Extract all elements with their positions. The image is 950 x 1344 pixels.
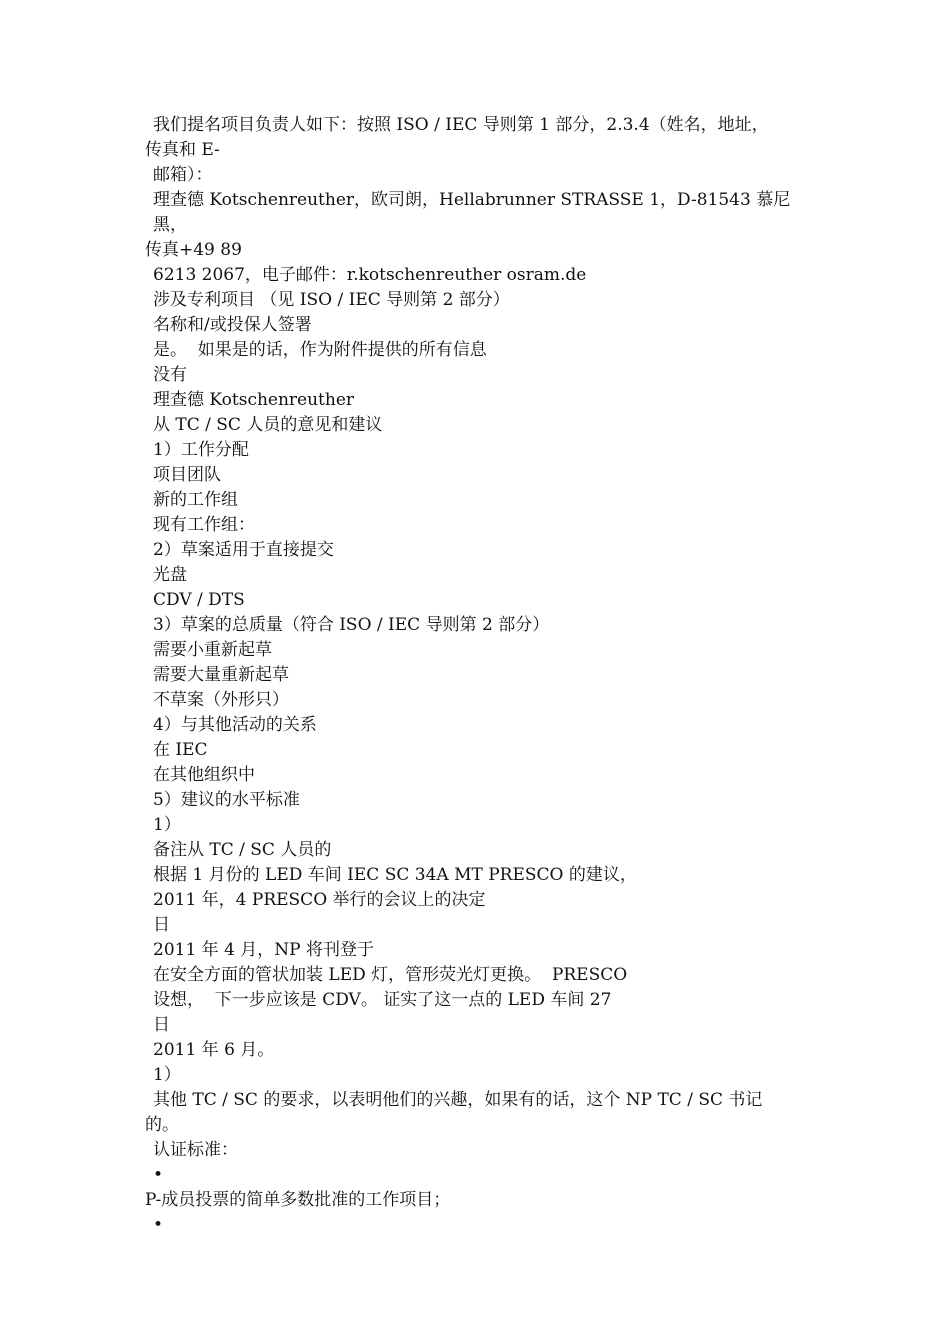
text-line: 日: [153, 915, 170, 935]
text-line: 光盘: [153, 565, 187, 585]
text-line: 项目团队: [153, 465, 221, 485]
text-line: 在 IEC: [153, 740, 208, 760]
text-line: 需要大量重新起草: [153, 665, 289, 685]
text-line: 备注从 TC / SC 人员的: [153, 840, 332, 860]
text-line: 名称和/或投保人签署: [153, 315, 312, 335]
text-line: 5）建议的水平标准: [153, 790, 300, 810]
text-line: 2011 年，4 PRESCO 举行的会议上的决定: [153, 890, 486, 910]
text-line: 我们提名项目负责人如下：按照 ISO / IEC 导则第 1 部分，2.3.4（姓名，地址，: [153, 115, 769, 135]
text-line: 2011 年 6 月。: [153, 1040, 275, 1060]
text-line: 理查德 Kotschenreuther: [153, 390, 355, 410]
text-line: 2011 年 4 月，NP 将刊登于: [153, 940, 375, 960]
text-line: 没有: [153, 365, 187, 385]
text-line: •: [153, 1165, 164, 1185]
text-line: 其他 TC / SC 的要求，以表明他们的兴趣，如果有的话，这个 NP TC / SC 书记: [153, 1090, 763, 1110]
text-line: CDV / DTS: [153, 590, 245, 610]
text-line: 邮箱）：: [153, 165, 213, 185]
text-line: 认证标准：: [153, 1140, 238, 1160]
text-line: 需要小重新起草: [153, 640, 272, 660]
text-line: 传真和 E-: [145, 140, 220, 160]
text-line: 日: [153, 1015, 170, 1035]
text-line: 传真+49 89: [145, 240, 242, 260]
text-line: 根据 1 月份的 LED 车间 IEC SC 34A MT PRESCO 的建议，: [153, 865, 637, 885]
text-line: 不草案（外形只）: [153, 690, 289, 710]
text-line: 1）工作分配: [153, 440, 249, 460]
text-line: 2）草案适用于直接提交: [153, 540, 334, 560]
text-line: 从 TC / SC 人员的意见和建议: [153, 415, 383, 435]
text-line: 1）: [153, 815, 181, 835]
text-line: 新的工作组: [153, 490, 238, 510]
text-line: 4）与其他活动的关系: [153, 715, 317, 735]
text-line: 在安全方面的管状加装 LED 灯，管形荧光灯更换。 PRESCO: [153, 965, 628, 985]
text-line: •: [153, 1215, 164, 1235]
document-body: [145, 113, 813, 1238]
text-line: 理查德 Kotschenreuther，欧司朗，Hellabrunner STRASSE 1，D-81543 慕尼黑，: [153, 190, 791, 235]
text-line: 涉及专利项目 （见 ISO / IEC 导则第 2 部分）: [153, 290, 510, 310]
text-line: 设想， 下一步应该是 CDV。 证实了这一点的 LED 车间 27: [153, 990, 612, 1010]
text-line: 1）: [153, 1065, 181, 1085]
text-line: 在其他组织中: [153, 765, 255, 785]
text-line: 现有工作组：: [153, 515, 255, 535]
text-line: 6213 2067，电子邮件：r.kotschenreuther osram.de: [153, 265, 587, 285]
text-line: 是。 如果是的话，作为附件提供的所有信息: [153, 340, 487, 360]
text-line: P-成员投票的简单多数批准的工作项目；: [145, 1190, 451, 1210]
text-line: 3）草案的总质量（符合 ISO / IEC 导则第 2 部分）: [153, 615, 550, 635]
text-line: 的。: [145, 1115, 179, 1135]
